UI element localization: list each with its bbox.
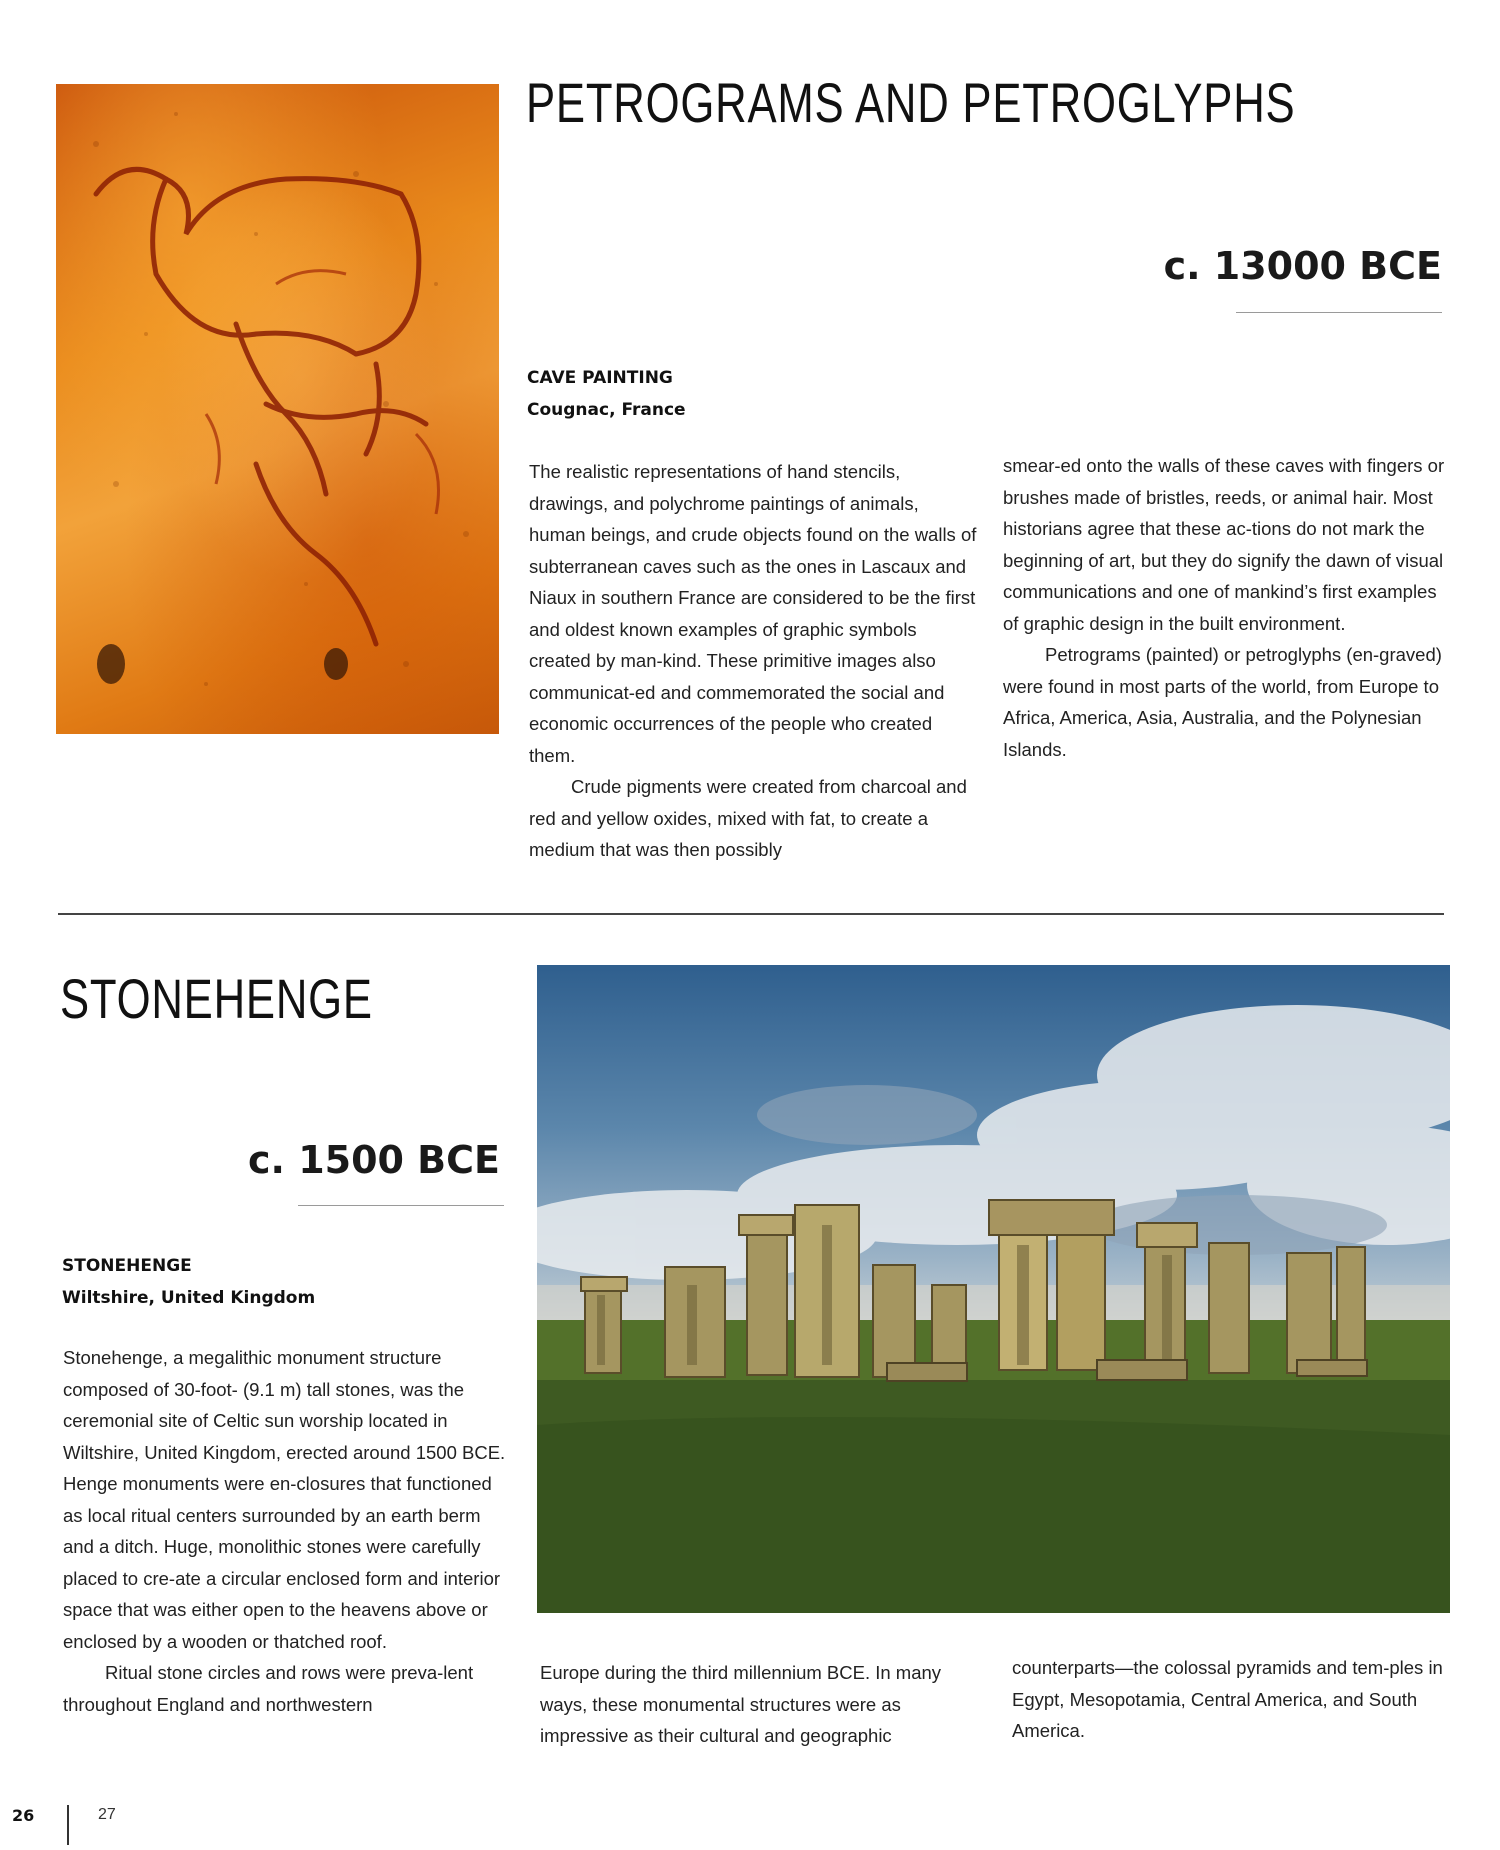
- date-13000-bce: c. 13000 BCE: [1163, 244, 1442, 288]
- cave-painting-drawing: [56, 84, 499, 734]
- section-title-stonehenge: STONEHENGE: [60, 967, 373, 1030]
- body-column-2b: [540, 1657, 990, 1752]
- stonehenge-scene: [537, 965, 1450, 1613]
- body-column-1b: [1003, 450, 1453, 765]
- paragraph: Petrograms (painted) or petroglyphs (en-graved) were found in most parts of the world, from Europe to Africa, America, Asia, Australia, and the Polynesian Islands.: [1003, 644, 1442, 760]
- caption-location-wiltshire: Wiltshire, United Kingdom: [62, 1288, 316, 1308]
- cave-painting-photo: [56, 84, 499, 734]
- section-divider: [58, 913, 1444, 915]
- body-column-1a: [529, 456, 979, 866]
- paragraph: smear-ed onto the walls of these caves with fingers or brushes made of bristles, reeds, or animal hair. Most historians agree that these ac-tions do not mark the beginning of art, but they do signify the dawn of visual communications and one of mankind’s first examples of graphic design in the built environment.: [1003, 455, 1445, 634]
- body-column-2c: [1012, 1652, 1462, 1747]
- date-underline: [1236, 312, 1442, 313]
- caption-location-cougnac: Cougnac, France: [527, 400, 686, 420]
- paragraph: Europe during the third millennium BCE. In many ways, these monumental structures were as impressive as their cultural and geographic: [540, 1662, 942, 1746]
- paragraph: Stonehenge, a megalithic monument structure composed of 30-foot- (9.1 m) tall stones, was the ceremonial site of Celtic sun worship located in Wiltshire, United Kingdom, erected around 1500 BCE. Henge monuments were en-closures that functioned as local ritual centers surrounded by an earth berm and a ditch. Huge, monolithic stones were carefully placed to cre-ate a circular enclosed form and interior space that was either open to the heavens above or enclosed by a wooden or thatched roof.: [63, 1347, 506, 1652]
- stonehenge-photo: [537, 965, 1450, 1613]
- page-number-left: 26: [12, 1806, 35, 1825]
- caption-title-stonehenge: STONEHENGE: [62, 1256, 192, 1276]
- date-1500-bce: c. 1500 BCE: [248, 1138, 500, 1182]
- paragraph: The realistic representations of hand stencils, drawings, and polychrome paintings of animals, human beings, and crude objects found on the walls of subterranean caves such as the ones in Lascaux and Niaux in southern France are considered to be the first and oldest known examples of graphic symbols created by man-kind. These primitive images also communicat-ed and commemorated the social and economic occurrences of the people who created them.: [529, 461, 977, 766]
- caption-title-cave-painting: CAVE PAINTING: [527, 368, 673, 388]
- body-column-2a: [63, 1342, 513, 1720]
- paragraph: Crude pigments were created from charcoal and red and yellow oxides, mixed with fat, to create a medium that was then possibly: [529, 776, 967, 860]
- page-number-divider: [67, 1805, 69, 1845]
- paragraph: counterparts—the colossal pyramids and tem-ples in Egypt, Mesopotamia, Central America, and South America.: [1012, 1657, 1443, 1741]
- page-number-right: 27: [98, 1806, 116, 1823]
- section-title-petrograms: PETROGRAMS AND PETROGLYPHS: [526, 71, 1296, 134]
- paragraph: Ritual stone circles and rows were preva-lent throughout England and northwestern: [63, 1662, 474, 1715]
- date-underline: [298, 1205, 504, 1206]
